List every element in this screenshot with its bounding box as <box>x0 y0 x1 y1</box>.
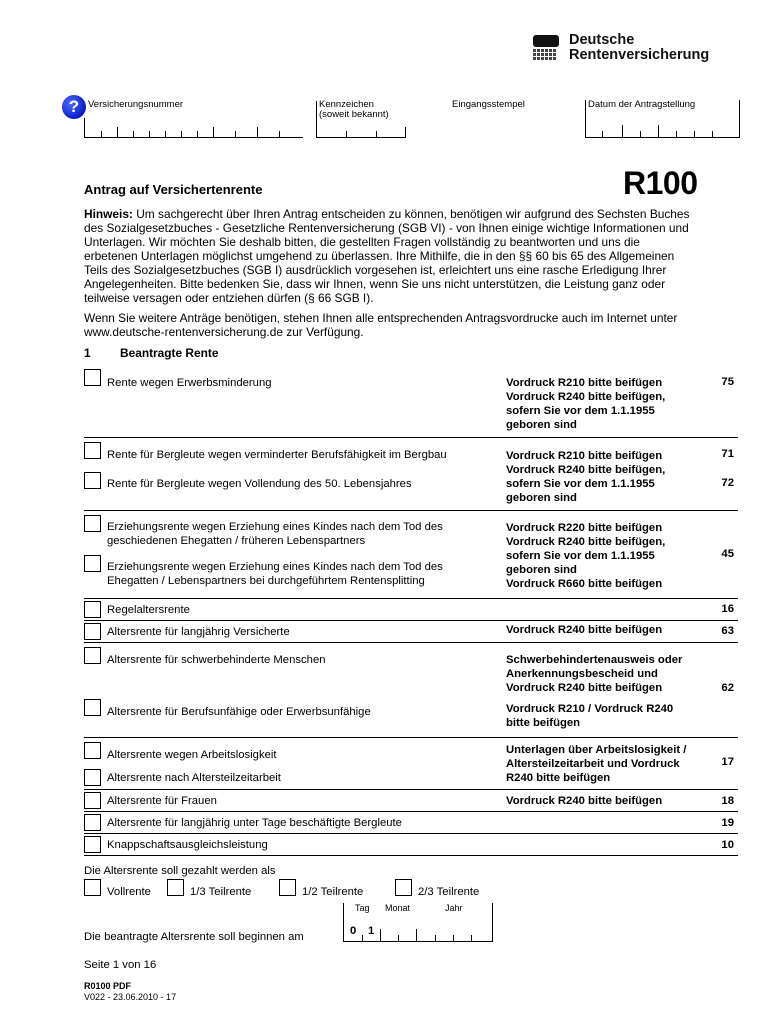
code-label <box>319 100 389 120</box>
note-line: sofern Sie vor dem 1.1.1955 <box>506 405 655 417</box>
note-line: Vordruck R240 bitte beifügen, <box>506 536 666 548</box>
pension-code: 19 <box>721 817 734 829</box>
required-docs-note <box>506 794 716 808</box>
required-docs-note <box>506 623 716 637</box>
page-info: Seite 1 von 16 <box>84 959 157 971</box>
day-label: Tag <box>355 903 370 913</box>
checkbox-erziehungsrente-splitting[interactable] <box>84 555 101 572</box>
row-divider <box>84 737 738 738</box>
option-label-line: Erziehungsrente wegen Erziehung eines Kindes nach dem Tod des <box>107 521 443 533</box>
checkbox-arbeitslosigkeit[interactable] <box>84 742 101 759</box>
checkbox-schwerbehinderte[interactable] <box>84 647 101 664</box>
note-line: Vordruck R240 bitte beifügen, <box>506 391 666 403</box>
note-line: Vordruck R220 bitte beifügen <box>506 522 663 534</box>
payment-question: Die Altersrente soll gezahlt werden als <box>84 865 276 877</box>
note-line: geboren sind <box>506 492 577 504</box>
section-title: Beantragte Rente <box>120 346 219 360</box>
hint-line <box>84 207 744 221</box>
hint-line-0: Um sachgerecht über Ihren Antrag entscheiden zu können, benötigen wir aufgrund des Sechsten Buches <box>132 207 690 221</box>
option-label: Rente für Bergleute wegen verminderter Berufsfähigkeit im Bergbau <box>107 449 447 461</box>
note-line: Anerkennungsbescheid und <box>506 668 658 680</box>
note-line: bitte beifügen <box>506 717 581 729</box>
row-divider <box>84 833 738 834</box>
checkbox-erwerbsminderung[interactable] <box>84 369 101 386</box>
option-label: Altersrente für langjährig unter Tage beschäftigte Bergleute <box>107 817 402 829</box>
note-line: Vordruck R210 / Vordruck R240 <box>506 703 674 715</box>
start-question: Die beantragte Altersrente soll beginnen am <box>84 931 304 943</box>
year-label: Jahr <box>445 903 463 913</box>
month-label: Monat <box>385 903 411 913</box>
option-label-line: Erziehungsrente wegen Erziehung eines Kindes nach dem Tod des <box>107 561 443 573</box>
checkbox-teilrente-1-2[interactable] <box>279 879 296 896</box>
code-field[interactable] <box>316 118 406 138</box>
page-title: Antrag auf Versichertenrente <box>84 182 263 197</box>
application-date-label: Datum der Antragstellung <box>588 99 696 110</box>
option-label: Altersrente für langjährig Versicherte <box>107 626 290 638</box>
note-line: R240 bitte beifügen <box>506 772 611 784</box>
hint-line-2: Unterlagen. Wir möchten Sie deshalb bitten, die gestellten Fragen vollständig zu beantworten und uns die <box>84 235 640 249</box>
hint-line-1: des Sozialgesetzbuches - Gesetzliche Rentenversicherung (SGB VI) - von Ihnen einige wichtige Informationen und <box>84 221 689 235</box>
start-day-digit: 0 <box>350 925 357 937</box>
pension-code: 45 <box>721 548 734 560</box>
row-divider <box>84 510 738 511</box>
pension-code: 62 <box>721 682 734 694</box>
checkbox-altersteilzeit[interactable] <box>84 769 101 786</box>
checkbox-regelaltersrente[interactable] <box>84 601 101 618</box>
note-line: Vordruck R240 bitte beifügen <box>506 682 663 694</box>
pension-code: 75 <box>721 376 734 388</box>
required-docs-note <box>506 743 716 785</box>
required-docs-note <box>506 449 716 505</box>
hint-line-4: Teils des Sozialgesetzbuches (SGB I) ausdrücklich vorgesehen ist, erleichtert uns eine rasche Erledigung Ihrer <box>84 263 667 277</box>
logo-line1: Deutsche <box>569 32 635 48</box>
note-line: Unterlagen über Arbeitslosigkeit / <box>506 744 687 756</box>
pension-code: 63 <box>721 625 734 637</box>
note-line: Vordruck R210 bitte beifügen <box>506 377 663 389</box>
payment-option-label: 1/3 Teilrente <box>190 886 252 898</box>
row-divider <box>84 811 738 812</box>
section-number: 1 <box>84 346 91 360</box>
note-line: Vordruck R210 bitte beifügen <box>506 450 663 462</box>
row-divider <box>84 437 738 438</box>
pension-code: 10 <box>721 839 734 851</box>
note-line: Vordruck R660 bitte beifügen <box>506 578 663 590</box>
option-label: Altersrente für Frauen <box>107 795 217 807</box>
code-label-text: Kennzeichen <box>319 99 374 110</box>
option-label-line: geschiedenen Ehegatten / früheren Lebenspartners <box>107 535 366 547</box>
required-docs-note <box>506 521 716 591</box>
form-number: R100 <box>623 165 698 201</box>
note-line: sofern Sie vor dem 1.1.1955 <box>506 478 655 490</box>
web-paragraph <box>84 311 744 339</box>
checkbox-frauen[interactable] <box>84 792 101 809</box>
logo-line2: Rentenversicherung <box>569 47 710 63</box>
option-label: Altersrente wegen Arbeitslosigkeit <box>107 749 277 761</box>
insurance-number-label: Versicherungsnummer <box>88 99 184 110</box>
start-date-field[interactable] <box>343 903 493 942</box>
option-label-line: Ehegatten / Lebenspartners bei durchgeführtem Rentensplitting <box>107 575 425 587</box>
checkbox-teilrente-1-3[interactable] <box>167 879 184 896</box>
payment-option-label: 2/3 Teilrente <box>418 886 480 898</box>
note-line: Altersteilzeitarbeit und Vordruck <box>506 758 680 770</box>
insurance-number-field[interactable] <box>84 118 303 138</box>
checkbox-vollrente[interactable] <box>84 879 101 896</box>
web-line-1: www.deutsche-rentenversicherung.de zur Verfügung. <box>84 325 364 339</box>
option-label: Altersrente nach Altersteilzeitarbeit <box>107 772 281 784</box>
required-docs-note <box>506 376 716 432</box>
note-line: sofern Sie vor dem 1.1.1955 <box>506 550 655 562</box>
start-day-digit: 1 <box>368 925 375 937</box>
required-docs-note <box>506 702 716 730</box>
payment-option-label: Vollrente <box>107 886 151 898</box>
option-label: Regelaltersrente <box>107 604 190 616</box>
pension-code: 71 <box>721 448 734 460</box>
note-line: geboren sind <box>506 564 577 576</box>
option-label <box>107 560 443 588</box>
option-label: Rente für Bergleute wegen Vollendung des 50. Lebensjahres <box>107 478 412 490</box>
drv-logo-icon <box>533 35 559 62</box>
help-icon[interactable]: ? <box>62 95 86 119</box>
application-date-field[interactable] <box>585 100 740 138</box>
web-line-0: Wenn Sie weitere Anträge benötigen, stehen Ihnen alle entsprechenden Antragsvordrucke auch im Internet unter <box>84 311 678 325</box>
note-line: Vordruck R240 bitte beifügen, <box>506 464 666 476</box>
footer-version: V022 - 23.06.2010 - 17 <box>84 992 177 1002</box>
hint-line-3: erbetenen Unterlagen möglichst umgehend zu überlassen. Ihre Mithilfe, die in den §§ 60 bis 65 des Allgemeinen <box>84 249 675 263</box>
option-label: Altersrente für schwerbehinderte Menschen <box>107 654 326 666</box>
checkbox-teilrente-2-3[interactable] <box>395 879 412 896</box>
option-label <box>107 520 443 548</box>
checkbox-bergleute-50[interactable] <box>84 472 101 489</box>
hint-label: Hinweis: <box>84 207 133 221</box>
hint-line-6: teilweise versagen oder entziehen dürfen (§ 66 SGB I). <box>84 291 374 305</box>
checkbox-berufsunfaehige[interactable] <box>84 699 101 716</box>
note-line: Schwerbehindertenausweis oder <box>506 654 683 666</box>
hint-line-5: Angelegenheiten. Bitte bedenken Sie, dass wir Ihnen, wenn Sie uns nicht unterstützen, die Leistung ganz oder <box>84 277 666 291</box>
row-divider <box>84 620 738 621</box>
row-divider <box>84 789 738 790</box>
checkbox-langjaehrig-versicherte[interactable] <box>84 623 101 640</box>
checkbox-knappschaft[interactable] <box>84 836 101 853</box>
row-divider <box>84 855 738 856</box>
pension-code: 72 <box>721 477 734 489</box>
hint-paragraph <box>84 207 744 305</box>
checkbox-erziehungsrente-geschieden[interactable] <box>84 515 101 532</box>
footer <box>84 981 176 1003</box>
footer-form-id: R0100 PDF <box>84 981 132 991</box>
note-line: Vordruck R240 bitte beifügen <box>506 795 663 807</box>
note-line: Vordruck R240 bitte beifügen <box>506 624 663 636</box>
row-divider <box>84 642 738 643</box>
drv-logo-text <box>569 33 709 63</box>
checkbox-bergleute-unter-tage[interactable] <box>84 814 101 831</box>
note-line: geboren sind <box>506 419 577 431</box>
checkbox-bergleute-berufsfaehigkeit[interactable] <box>84 442 101 459</box>
pension-code: 16 <box>721 603 734 615</box>
required-docs-note <box>506 653 716 695</box>
row-divider <box>84 598 738 599</box>
option-label: Rente wegen Erwerbsminderung <box>107 377 272 389</box>
code-label-note: (soweit bekannt) <box>319 109 389 120</box>
option-label: Altersrente für Berufsunfähige oder Erwerbsunfähige <box>107 706 371 718</box>
payment-option-label: 1/2 Teilrente <box>302 886 364 898</box>
option-label: Knappschaftsausgleichsleistung <box>107 839 268 851</box>
stamp-label: Eingangsstempel <box>452 99 525 110</box>
pension-code: 18 <box>721 795 734 807</box>
pension-code: 17 <box>721 756 734 768</box>
